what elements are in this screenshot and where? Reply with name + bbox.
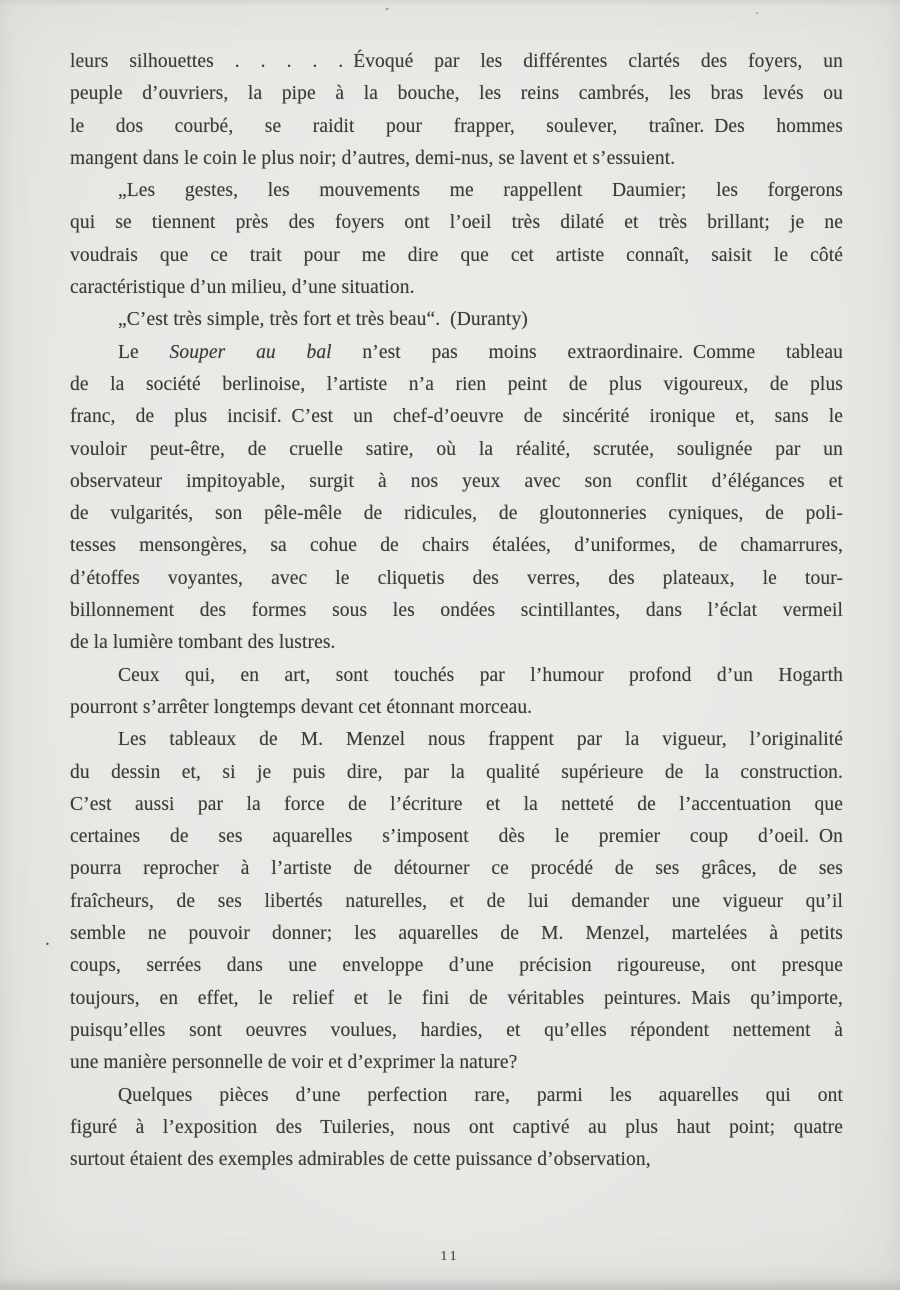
- text-line: Quelques pièces d’une perfection rare, parmi les aquarelles qui ont: [118, 1084, 843, 1106]
- paragraph: [70, 175, 843, 304]
- text-line: Les tableaux de M. Menzel nous frappent par la vigueur, l’originalité: [118, 729, 843, 751]
- text-line: coups, serrées dans une enveloppe d’une précision rigoureuse, ont presque: [70, 955, 843, 977]
- scan-speck: [756, 12, 758, 14]
- text-line: Ceux qui, en art, sont touchés par l’humour profond d’un Hogarth: [118, 664, 843, 686]
- text-line: „C’est très simple, très fort et très beau“. (Duranty): [118, 309, 528, 331]
- paragraph: [70, 46, 843, 175]
- text-line: voudrais que ce trait pour me dire que cet artiste connaît, saisit le côté: [70, 244, 843, 266]
- text-line: une manière personnelle de voir et d’exprimer la nature?: [70, 1052, 518, 1074]
- text-line: Le Souper au bal n’est pas moins extraordinaire. Comme tableau: [118, 341, 843, 363]
- text-line: pourront s’arrêter longtemps devant cet étonnant morceau.: [70, 696, 533, 718]
- text-line: figuré à l’exposition des Tuileries, nous ont captivé au plus haut point; quatre: [70, 1116, 843, 1138]
- text-line: fraîcheurs, de ses libertés naturelles, et de lui demander une vigueur qu’il: [70, 890, 843, 912]
- text-line: de la société berlinoise, l’artiste n’a rien peint de plus vigoureux, de plus: [70, 373, 843, 395]
- page-number: 11: [440, 1248, 460, 1263]
- paragraph: [70, 724, 843, 1079]
- text-line: certaines de ses aquarelles s’imposent dès le premier coup d’oeil. On: [70, 826, 843, 848]
- text-line: C’est aussi par la force de l’écriture et la netteté de l’accentuation que: [70, 793, 843, 815]
- paragraph: [70, 1080, 843, 1177]
- text-line: franc, de plus incisif. C’est un chef-d’oeuvre de sincérité ironique et, sans le: [70, 406, 843, 428]
- paragraph: [70, 337, 843, 660]
- scan-speck: [385, 7, 389, 10]
- scan-edge-shadow-bottom: [0, 1278, 900, 1290]
- text-line: tesses mensongères, sa cohue de chairs étalées, d’uniformes, de chamarrures,: [70, 535, 843, 557]
- text-line: billonnement des formes sous les ondées scintillantes, dans l’éclat vermeil: [70, 600, 843, 622]
- text-line: pourra reprocher à l’artiste de détourner ce procédé de ses grâces, de ses: [70, 858, 843, 880]
- scan-edge-shadow-top: [0, 0, 900, 6]
- text-line: du dessin et, si je puis dire, par la qualité supérieure de la construction.: [70, 761, 843, 783]
- text-line: de la lumière tombant des lustres.: [70, 632, 336, 654]
- text-line: puisqu’elles sont oeuvres voulues, hardies, et qu’elles répondent nettement à: [70, 1019, 843, 1041]
- paragraph: [70, 304, 843, 336]
- text-line: observateur impitoyable, surgit à nos yeux avec son conflit d’élégances et: [70, 470, 843, 492]
- text-line: d’étoffes voyantes, avec le cliquetis des verres, des plateaux, le tour-: [70, 567, 843, 589]
- paragraph: [70, 660, 843, 725]
- text-line: peuple d’ouvriers, la pipe à la bouche, les reins cambrés, les bras levés ou: [70, 83, 843, 105]
- text-line: semble ne pouvoir donner; les aquarelles de M. Menzel, martelées à petits: [70, 923, 843, 945]
- text-line: mangent dans le coin le plus noir; d’autres, demi-nus, se lavent et s’essuient.: [70, 147, 676, 169]
- text-line: toujours, en effet, le relief et le fini de véritables peintures. Mais qu’importe,: [70, 987, 843, 1009]
- text-line: qui se tiennent près des foyers ont l’oeil très dilaté et très brillant; je ne: [70, 212, 843, 234]
- text-line: „Les gestes, les mouvements me rappellent Daumier; les forgerons: [118, 180, 843, 202]
- text-line: vouloir peut-être, de cruelle satire, où la réalité, scrutée, soulignée par un: [70, 438, 843, 460]
- text-line: caractéristique d’un milieu, d’une situation.: [70, 277, 415, 299]
- text-line: le dos courbé, se raidit pour frapper, soulever, traîner. Des hommes: [70, 115, 843, 137]
- margin-dot: .: [45, 929, 50, 950]
- page-text: [70, 46, 843, 1176]
- text-line: de vulgarités, son pêle-mêle de ridicules, de gloutonneries cyniques, de poli-: [70, 503, 843, 525]
- text-line: leurs silhouettes . . . . . Évoqué par les différentes clartés des foyers, un: [70, 51, 843, 72]
- text-line: surtout étaient des exemples admirables de cette puissance d’observation,: [70, 1149, 651, 1171]
